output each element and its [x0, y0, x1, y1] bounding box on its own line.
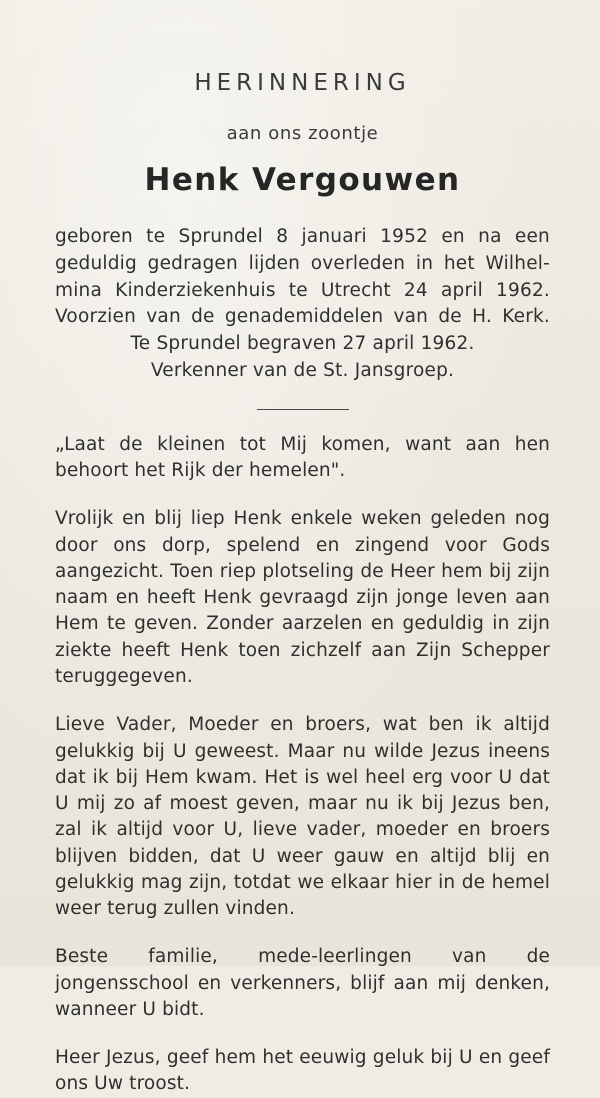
memorial-paragraph-2: Lieve Vader, Moeder en broers, wat ben ik altijd gelukkig bij U geweest. Maar nu wilde Jezus ineens dat ik bij Hem kwam. Het is wel heel erg voor U dat U mij zo af moest geven, maar nu ik bij Jezus ben, zal ik altijd voor U, lieve vader, moeder en broers blijven bidden, dat U weer gauw en altijd blij en gelukkig mag zijn, totdat we elkaar hier in de hemel weer terug zullen vinden. [55, 714, 550, 920]
biography-block [55, 224, 550, 385]
biography-line: geboren te Sprundel 8 januari 1952 en na een [55, 226, 550, 247]
biography-line: geduldig gedragen lijden overleden in het Wilhel- [55, 252, 550, 274]
memorial-paragraph-1: Vrolijk en blij liep Henk enkele weken geleden nog door ons dorp, spelend en zingend voor Gods aangezicht. Toen riep plotseling de Heer hem bij zijn naam en heeft Henk gevraagd zijn jonge leven aan Hem te geven. Zonder aarzelen en geduldig in zijn ziekte heeft Henk toen zichzelf aan Zijn Schepper teruggegeven. [55, 508, 550, 687]
biography-line: Voorzien van de genademiddelen van de H. Kerk. [55, 306, 550, 328]
deceased-name: Henk Vergouwen [144, 162, 461, 198]
section-divider [257, 409, 349, 410]
card-content [55, 70, 550, 1098]
memorial-paragraph-3: Beste familie, mede-leerlingen van de jongensschool en verkenners, blijf aan mij denken, wanneer U bidt. [55, 946, 550, 1020]
scripture-quote: „Laat de kleinen tot Mij komen, want aan hen behoort het Rijk der hemelen". [55, 433, 550, 482]
closing-prayer: Heer Jezus, geef hem het eeuwig geluk bij U en geef ons Uw troost. [55, 1047, 550, 1095]
biography-line: Te Sprundel begraven 27 april 1962. [130, 333, 475, 355]
page-title: HERINNERING [194, 70, 411, 96]
biography-line: Verkenner van de St. Jansgroep. [150, 360, 455, 382]
biography-line: mina Kinderziekenhuis te Utrecht 24 april 1962. [55, 279, 550, 301]
card-subtitle: aan ons zoontje [226, 123, 379, 144]
